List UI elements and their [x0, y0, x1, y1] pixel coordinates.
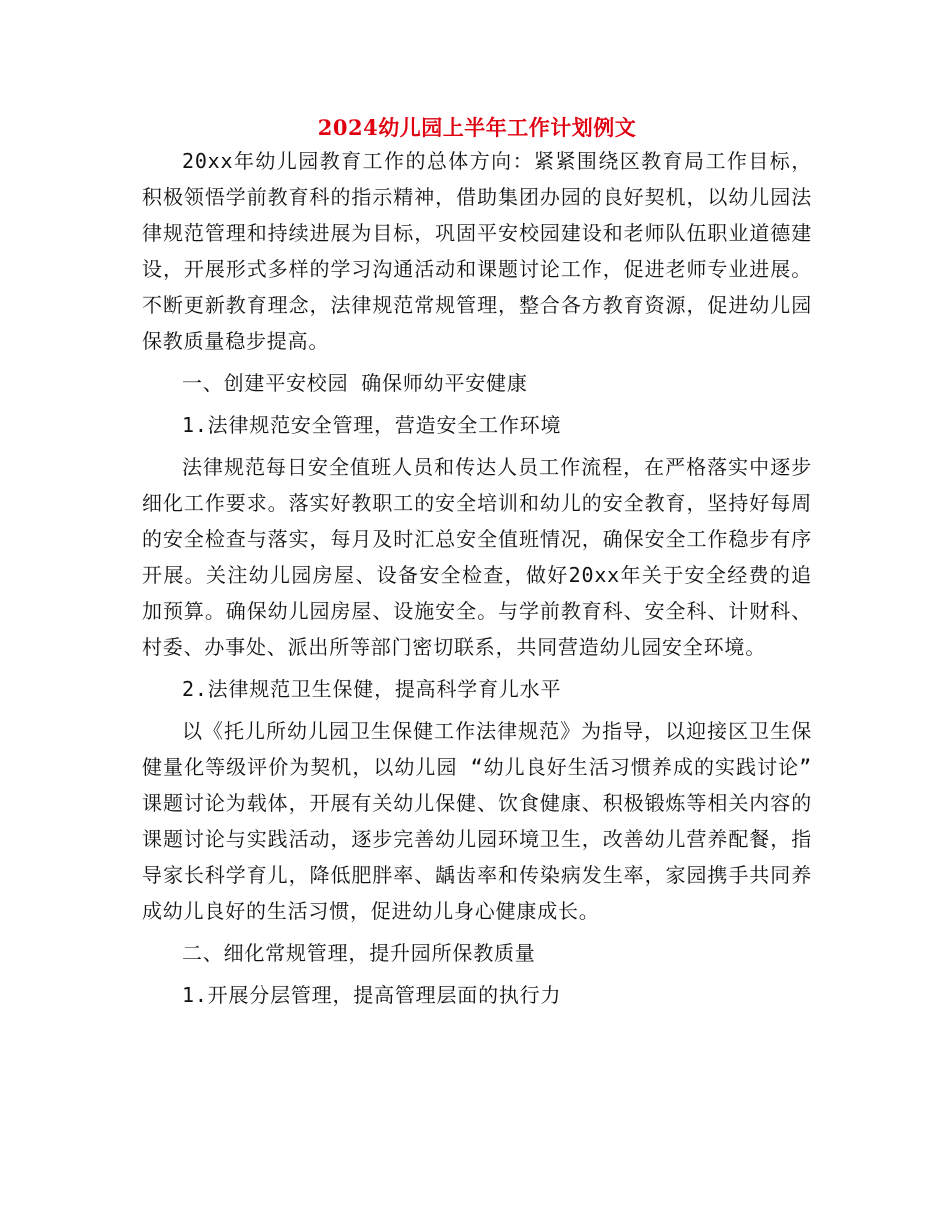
intro-paragraph: 20xx年幼儿园教育工作的总体方向：紧紧围绕区教育局工作目标，积极领悟学前教育科的指示精神，借助集团办园的良好契机，以幼儿园法律规范管理和持续进展为目标，巩固平安校园建设和老师队伍职业道德建设，开展形式多样的学习沟通活动和课题讨论工作，促进老师专业进展。不断更新教育理念，法律规范常规管理，整合各方教育资源，促进幼儿园保教质量稳步提高。 [142, 149, 812, 353]
subsection-heading-1-1: 1.法律规范安全管理，营造安全工作环境 [182, 413, 562, 437]
section-heading-2: 二、细化常规管理，提升园所保教质量 [182, 941, 536, 965]
health-paragraph: 以《托儿所幼儿园卫生保健工作法律规范》为指导，以迎接区卫生保健量化等级评价为契机，以幼儿园 “幼儿良好生活习惯养成的实践讨论” 课题讨论为载体，开展有关幼儿保健、饮食健康、积极锻炼等相关内容的课题讨论与实践活动，逐步完善幼儿园环境卫生，改善幼儿营养配餐，指导家长科学育儿，降低肥胖率、龋齿率和传染病发生率，家园携手共同养成幼儿良好的生活习惯，促进幼儿身心健康成长。 [142, 719, 812, 923]
section-heading-1: 一、创建平安校园 确保师幼平安健康 [182, 371, 528, 395]
subsection-heading-1-2: 2.法律规范卫生保健，提高科学育儿水平 [182, 677, 562, 701]
subsection-heading-2-1: 1.开展分层管理，提高管理层面的执行力 [182, 983, 562, 1007]
safety-paragraph: 法律规范每日安全值班人员和传达人员工作流程，在严格落实中逐步细化工作要求。落实好教职工的安全培训和幼儿的安全教育，坚持好每周的安全检查与落实，每月及时汇总安全值班情况，确保安全工作稳步有序开展。关注幼儿园房屋、设备安全检查，做好20xx年关于安全经费的追加预算。确保幼儿园房屋、设施安全。与学前教育科、安全科、计财科、村委、办事处、派出所等部门密切联系，共同营造幼儿园安全环境。 [142, 455, 812, 659]
document-content [142, 113, 812, 1013]
document-title: 2024幼儿园上半年工作计划例文 [317, 115, 637, 140]
